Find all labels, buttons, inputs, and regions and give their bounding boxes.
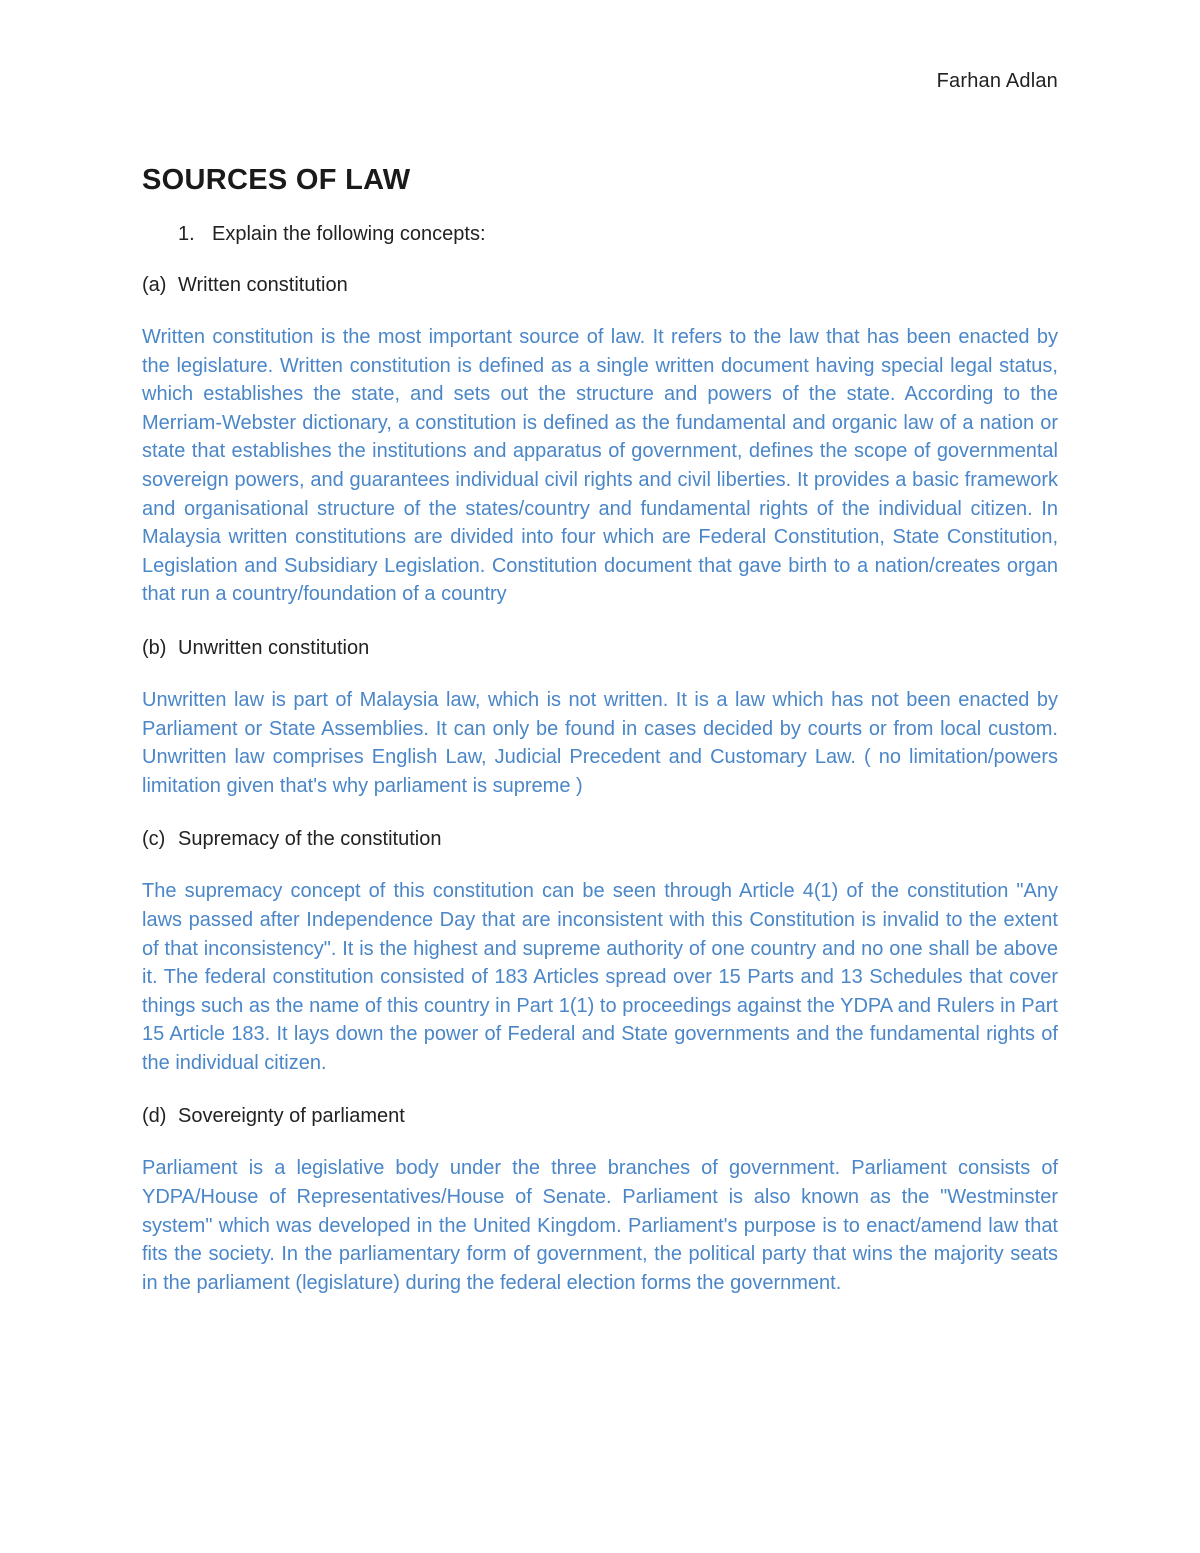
section-title: Written constitution [178,274,348,296]
section-letter: (b) [142,636,167,659]
question-number: 1. [178,223,195,245]
section-title: Supremacy of the constitution [178,828,442,851]
section-letter: (a) [142,274,167,296]
section-title: Unwritten constitution [178,636,370,659]
section-heading [142,828,1058,851]
section-letter: (c) [142,828,166,851]
answer-paragraph: Written constitution is the most important source of law. It refers to the law that has been enacted by the legislature. Written constitution is defined as a single written document having special legal status, which establishes the state, and sets out the structure and powers of the state. According to the Merriam-Webster dictionary, a constitution is defined as the fundamental and organic law of a nation or state that establishes the institutions and apparatus of government, defines the scope of governmental sovereign powers, and guarantees individual civil rights and civil liberties. It provides a basic framework and organisational structure of the states/country and fundamental rights of the individual citizen. In Malaysia written constitutions are divided into four which are Federal Constitution, State Constitution, Legislation and Subsidiary Legislation. Constitution document that gave birth to a nation/creates organ that run a country/foundation of a country [142,326,1058,606]
question-text: Explain the following concepts: [212,223,486,245]
document-title: SOURCES OF LAW [142,164,411,196]
section-heading [142,1105,1058,1128]
section-heading [142,637,1058,660]
answer-paragraph: Unwritten law is part of Malaysia law, which is not written. It is a law which has not been enacted by Parliament or State Assemblies. It can only be found in cases decided by courts or from local custom. Unwritten law comprises English Law, Judicial Precedent and Customary Law. ( no limitation/powers limitation given that's why parliament is supreme ) [142,688,1058,797]
answer-paragraph: The supremacy concept of this constitution can be seen through Article 4(1) of the constitution "Any laws passed after Independence Day that are inconsistent with this Constitution is invalid to the extent of that inconsistency". It is the highest and supreme authority of one country and no one shall be above it. The federal constitution consisted of 183 Articles spread over 15 Parts and 13 Schedules that cover things such as the name of this country in Part 1(1) to proceedings against the YDPA and Rulers in Part 15 Article 183. It lays down the power of Federal and State governments and the fundamental rights of the individual citizen. [142,880,1058,1074]
section-title: Sovereignty of parliament [178,1105,405,1128]
section-heading [142,274,1058,297]
question [142,223,1058,246]
answer-paragraph: Parliament is a legislative body under the three branches of government. Parliament consists of YDPA/House of Representatives/House of Senate. Parliament is also known as the "Westminster system" which was developed in the United Kingdom. Parliament's purpose is to enact/amend law that fits the society. In the parliamentary form of government, the political party that wins the majority seats in the parliament (legislature) during the federal election forms the government. [142,1157,1058,1294]
author-name: Farhan Adlan [936,70,1058,92]
section-letter: (d) [142,1105,167,1128]
document-body [142,164,1058,1297]
